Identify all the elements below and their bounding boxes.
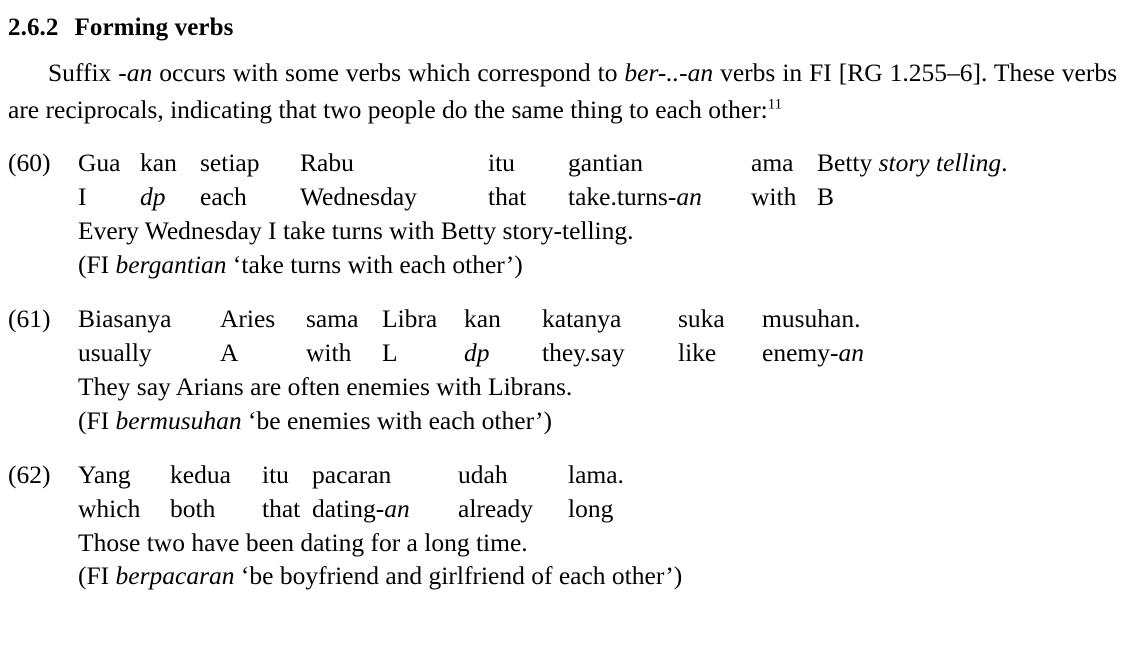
gloss-suffix: an	[384, 493, 410, 523]
reference-prefix: (FI	[78, 561, 116, 591]
gloss-token-text: dp	[464, 337, 490, 367]
gloss-token: dating-an	[312, 493, 410, 523]
reference-prefix: (FI	[78, 250, 116, 280]
gloss-token: they.say	[542, 337, 625, 367]
section-heading	[8, 14, 1125, 42]
gloss-token: enemy-an	[762, 337, 864, 367]
source-token: Yang	[78, 459, 131, 489]
gloss-token	[140, 180, 200, 214]
example-gloss-line	[78, 336, 1125, 370]
example-source-line	[78, 302, 1125, 336]
gloss-token: A	[220, 337, 239, 367]
gloss-token: with	[306, 337, 352, 367]
example-number: (60)	[8, 148, 51, 178]
gloss-token: with	[751, 182, 797, 212]
paragraph-part-3: verbs in FI [RG 1.255–6]. These verbs are reciprocals, indicating that two people do the same thing to each other:	[8, 58, 1117, 125]
gloss-token: L	[382, 337, 398, 367]
gloss-token: take.turns-an	[568, 182, 702, 212]
reference-suffix: ‘be enemies with each other’)	[241, 405, 552, 435]
reference-prefix: (FI	[78, 405, 116, 435]
example-source-line	[78, 146, 1125, 180]
paragraph-italic-2: ber-..-an	[624, 58, 714, 87]
source-token-italic: story telling	[878, 148, 1002, 178]
gloss-token: both	[170, 493, 216, 523]
example-item	[0, 458, 1125, 594]
example-reference	[78, 559, 1125, 593]
source-token-last	[817, 146, 1008, 180]
source-token: suka	[678, 304, 725, 334]
reference-suffix: ‘be boyfriend and girlfriend of each other’)	[234, 561, 683, 591]
source-token: lama.	[568, 459, 624, 489]
source-token: Libra	[382, 304, 438, 334]
source-token: sama	[306, 304, 359, 334]
example-lines	[78, 302, 1125, 438]
gloss-token: like	[678, 337, 717, 367]
gloss-token: already	[458, 493, 534, 523]
gloss-token: Wednesday	[300, 182, 417, 212]
source-token: setiap	[200, 148, 260, 178]
examples-list	[0, 146, 1125, 593]
reference-suffix: ‘take turns with each other’)	[226, 250, 523, 280]
source-token: itu	[488, 148, 515, 178]
example-gloss-line	[78, 492, 1125, 526]
source-token: ama	[751, 148, 794, 178]
gloss-token	[464, 336, 542, 370]
example-number: (62)	[8, 459, 51, 489]
source-token: katanya	[542, 304, 622, 334]
example-gloss-line	[78, 180, 1125, 214]
gloss-token: long	[568, 493, 614, 523]
source-token: kedua	[170, 459, 231, 489]
gloss-suffix: an	[838, 337, 864, 367]
paragraph-part-1: Suffix	[48, 58, 119, 87]
reference-italic: bergantian	[115, 250, 227, 280]
intro-paragraph	[8, 54, 1117, 128]
example-reference	[78, 248, 1125, 282]
document-page	[0, 14, 1125, 660]
gloss-token: each	[200, 182, 247, 212]
paragraph-part-2: occurs with some verbs which correspond to	[152, 58, 625, 87]
example-lines	[78, 146, 1125, 282]
gloss-token: usually	[78, 337, 152, 367]
source-token: gantian	[568, 148, 644, 178]
source-token: musuhan.	[762, 304, 861, 334]
example-translation: Those two have been dating for a long time.	[78, 527, 528, 557]
gloss-token: I	[78, 182, 87, 212]
source-token: itu	[262, 459, 289, 489]
gloss-token: that	[488, 182, 527, 212]
gloss-token: B	[817, 182, 835, 212]
reference-italic: berpacaran	[115, 561, 235, 591]
source-token: Gua	[78, 148, 121, 178]
source-token-punct: .	[1001, 148, 1008, 178]
section-number: 2.6.2	[8, 14, 59, 41]
example-number: (61)	[8, 304, 51, 334]
source-token: kan	[464, 304, 501, 334]
source-token: udah	[458, 459, 508, 489]
example-reference	[78, 404, 1125, 438]
example-item	[0, 302, 1125, 438]
source-token: Biasanya	[78, 304, 172, 334]
gloss-token-text: dp	[140, 182, 166, 212]
source-token: Rabu	[300, 148, 354, 178]
example-lines	[78, 458, 1125, 594]
example-translation: They say Arians are often enemies with Librans.	[78, 371, 573, 401]
example-translation: Every Wednesday I take turns with Betty story-telling.	[78, 216, 634, 246]
source-token: Aries	[220, 304, 276, 334]
section-title: Forming verbs	[74, 14, 234, 41]
reference-italic: bermusuhan	[115, 405, 242, 435]
example-item	[0, 146, 1125, 282]
footnote-marker: 11	[767, 96, 783, 113]
paragraph-italic-1: -an	[118, 58, 153, 87]
gloss-suffix: an	[676, 182, 702, 212]
source-token: pacaran	[312, 459, 392, 489]
source-token: kan	[140, 148, 177, 178]
example-source-line	[78, 458, 1125, 492]
gloss-token: which	[78, 493, 141, 523]
gloss-token: that	[262, 493, 301, 523]
source-token: Betty	[817, 148, 873, 178]
